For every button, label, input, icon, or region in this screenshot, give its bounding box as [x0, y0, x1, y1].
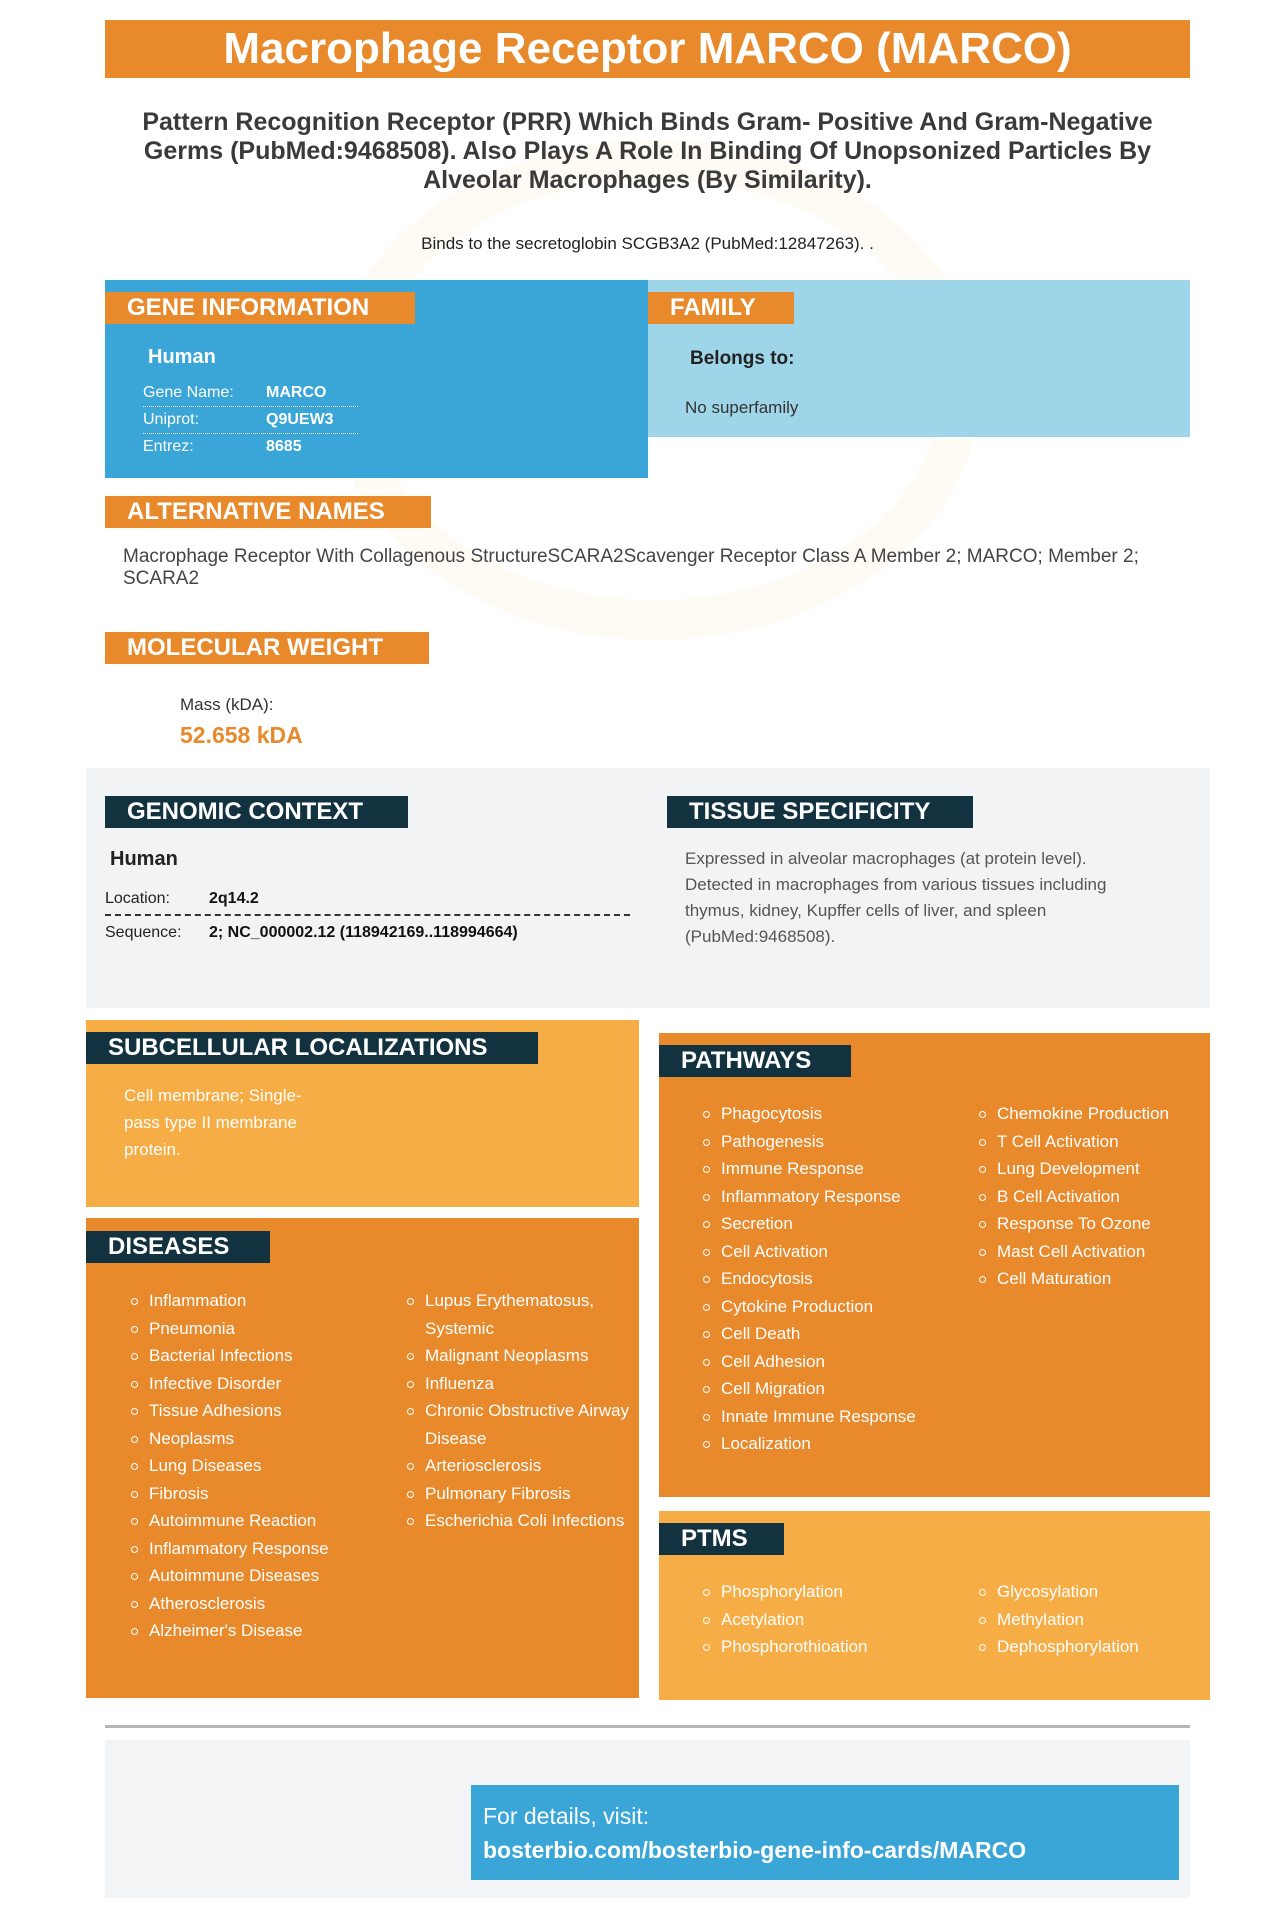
disease-item: Inflammation [131, 1287, 391, 1315]
disease-item: Lung Diseases [131, 1452, 391, 1480]
genomic-species: Human [110, 848, 178, 870]
details-link[interactable]: bosterbio.com/bosterbio-gene-info-cards/MARCO [483, 1837, 1027, 1863]
disease-item: Arteriosclerosis [407, 1452, 637, 1480]
page-title: Macrophage Receptor MARCO (MARCO) [105, 20, 1190, 78]
disease-item: Lupus Erythematosus, Systemic [407, 1287, 637, 1342]
pathway-item: Secretion [703, 1210, 963, 1238]
pathway-item: Endocytosis [703, 1265, 963, 1293]
tissue-specificity-text: Expressed in alveolar macrophages (at protein level). Detected in macrophages from various tissues including thymus, kidney, Kupffer cells of liver, and spleen (PubMed:9468508). [685, 849, 1107, 946]
disease-item: Bacterial Infections [131, 1342, 391, 1370]
pathway-item: Cell Adhesion [703, 1348, 963, 1376]
pathway-item: Cell Migration [703, 1375, 963, 1403]
ptm-item: Phosphorylation [703, 1578, 963, 1606]
uniprot-row [143, 407, 358, 434]
ptms-header: PTMS [659, 1523, 784, 1555]
uniprot-label: Uniprot: [143, 411, 200, 428]
pathway-item: Cell Maturation [979, 1265, 1209, 1293]
gene-name-row [143, 380, 358, 407]
pathway-item: Innate Immune Response [703, 1403, 963, 1431]
disease-item: Autoimmune Reaction [131, 1507, 391, 1535]
family-belongs-label: Belongs to: [690, 348, 795, 369]
disease-item: Malignant Neoplasms [407, 1342, 637, 1370]
pathway-item: B Cell Activation [979, 1183, 1209, 1211]
pathway-item: Mast Cell Activation [979, 1238, 1209, 1266]
pathway-item: Response To Ozone [979, 1210, 1209, 1238]
ptm-item: Phosphorothioation [703, 1633, 963, 1661]
pathway-item: T Cell Activation [979, 1128, 1209, 1156]
uniprot-value: Q9UEW3 [266, 411, 334, 428]
pathway-item: Localization [703, 1430, 963, 1458]
binding-note: Binds to the secretoglobin SCGB3A2 (PubMed:12847263). . [421, 234, 874, 253]
sequence-value: 2; NC_000002.12 (118942169..118994664) [209, 924, 518, 941]
disease-item: Fibrosis [131, 1480, 391, 1508]
family-header: FAMILY [648, 292, 794, 324]
pathway-item: Cell Death [703, 1320, 963, 1348]
pathway-item: Cell Activation [703, 1238, 963, 1266]
genomic-context-header: GENOMIC CONTEXT [105, 796, 408, 828]
pathways-list-col1 [703, 1100, 963, 1458]
pathway-item: Immune Response [703, 1155, 963, 1183]
molecular-weight-header: MOLECULAR WEIGHT [105, 632, 429, 664]
pathway-item: Chemokine Production [979, 1100, 1209, 1128]
family-value: No superfamily [685, 398, 799, 417]
ptm-item: Dephosphorylation [979, 1633, 1209, 1661]
pathways-header: PATHWAYS [659, 1045, 851, 1077]
disease-item: Neoplasms [131, 1425, 391, 1453]
entrez-row [143, 434, 358, 461]
tissue-specificity-header: TISSUE SPECIFICITY [667, 796, 973, 828]
disease-item: Chronic Obstructive Airway Disease [407, 1397, 637, 1452]
ptm-item: Acetylation [703, 1606, 963, 1634]
disease-item: Pneumonia [131, 1315, 391, 1343]
mass-label: Mass (kDA): [180, 695, 274, 714]
diseases-list-col1 [131, 1287, 391, 1645]
diseases-list-col2 [407, 1287, 637, 1535]
disease-item: Infective Disorder [131, 1370, 391, 1398]
pathway-item: Lung Development [979, 1155, 1209, 1183]
disease-item: Alzheimer's Disease [131, 1617, 391, 1645]
pathway-item: Inflammatory Response [703, 1183, 963, 1211]
sequence-row [105, 919, 630, 947]
entrez-label: Entrez: [143, 438, 194, 455]
gene-name-label: Gene Name: [143, 384, 234, 401]
details-link-box[interactable] [471, 1785, 1179, 1880]
diseases-header: DISEASES [86, 1231, 270, 1263]
ptm-item: Methylation [979, 1606, 1209, 1634]
entrez-value: 8685 [266, 438, 302, 455]
subcellular-localizations-text: Cell membrane; Single-pass type II membrane protein. [124, 1086, 302, 1159]
alternative-names-text: Macrophage Receptor With Collagenous StructureSCARA2Scavenger Receptor Class A Member 2; MARCO; Member 2; SCARA2 [123, 546, 1139, 589]
gene-name-value: MARCO [266, 384, 327, 401]
location-value: 2q14.2 [209, 890, 259, 907]
gene-species: Human [148, 346, 216, 368]
alternative-names-header: ALTERNATIVE NAMES [105, 496, 431, 528]
location-label: Location: [105, 890, 170, 907]
sequence-label: Sequence: [105, 924, 182, 941]
disease-item: Atherosclerosis [131, 1590, 391, 1618]
mass-value: 52.658 kDA [180, 722, 303, 748]
function-summary: Pattern Recognition Receptor (PRR) Which Binds Gram- Positive And Gram-Negative Germs (PubMed:9468508). Also Plays A Role In Binding Of Unopsonized Particles By Alveolar Macrophages (By Similarity). [142, 108, 1153, 194]
ptms-list-col2 [979, 1578, 1209, 1661]
ptms-list-col1 [703, 1578, 963, 1661]
subcellular-localizations-header: SUBCELLULAR LOCALIZATIONS [86, 1032, 538, 1064]
pathways-list-col2 [979, 1100, 1209, 1293]
ptm-item: Glycosylation [979, 1578, 1209, 1606]
gene-information-header: GENE INFORMATION [105, 292, 415, 324]
disease-item: Tissue Adhesions [131, 1397, 391, 1425]
disease-item: Autoimmune Diseases [131, 1562, 391, 1590]
disease-item: Pulmonary Fibrosis [407, 1480, 637, 1508]
details-label: For details, visit: [483, 1803, 650, 1829]
disease-item: Escherichia Coli Infections [407, 1507, 637, 1535]
pathway-item: Phagocytosis [703, 1100, 963, 1128]
disease-item: Inflammatory Response [131, 1535, 391, 1563]
pathway-item: Pathogenesis [703, 1128, 963, 1156]
disease-item: Influenza [407, 1370, 637, 1398]
footer-divider [105, 1725, 1190, 1728]
location-row [105, 885, 630, 916]
pathway-item: Cytokine Production [703, 1293, 963, 1321]
